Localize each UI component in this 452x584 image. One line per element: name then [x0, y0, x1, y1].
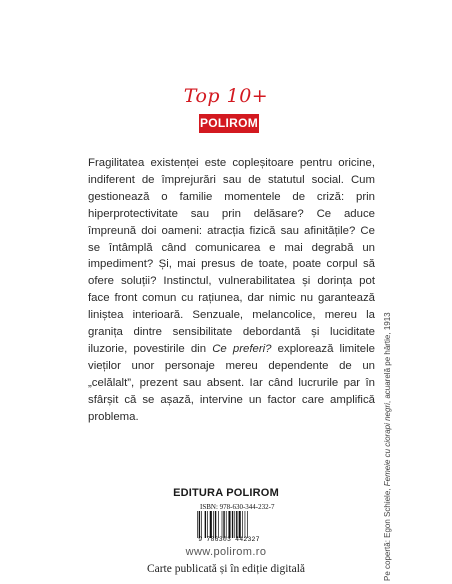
credit-suffix: , acuarelă pe hârtie, 1913	[383, 312, 392, 404]
isbn-label: ISBN: 978-630-344-232-7	[200, 503, 275, 511]
barcode-bar	[210, 511, 212, 538]
barcode-bar	[222, 511, 223, 538]
barcode-bar	[236, 511, 237, 538]
barcode-bar	[226, 511, 227, 538]
publisher-name: EDITURA POLIROM	[173, 487, 279, 499]
barcode-bar	[205, 511, 206, 538]
barcode-bar	[228, 511, 230, 538]
publisher-badge: POLIROM	[199, 114, 259, 133]
barcode-bar	[247, 511, 248, 538]
barcode-bar	[207, 511, 208, 538]
barcode-bar	[213, 511, 214, 538]
back-cover-blurb	[88, 155, 375, 426]
digital-edition-note: Carte publicată și în ediție digitală	[146, 563, 306, 575]
barcode-bar	[218, 511, 219, 538]
blurb-text-part2: explorează limitele vieților unor personaje mereu dependente de un „celălalt”, prezent sau absent. Iar când lucrurile par în sfârșit că se așază, intervine un factor care amplifică problema.	[88, 342, 375, 423]
publisher-website: www.polirom.ro	[185, 546, 267, 558]
barcode-bar	[199, 511, 200, 538]
barcode-bar	[239, 511, 241, 538]
barcode-bar	[215, 511, 216, 538]
barcode-number: 9 786303 442327	[198, 536, 260, 543]
barcode-bar	[234, 511, 235, 538]
blurb-book-title: Ce preferi?	[212, 342, 272, 355]
blurb-text-part1: Fragilitatea existenței este copleșitoare pentru oricine, indiferent de împrejurări sau de statutul social. Cum gestionează o familie momentele de criză: prin hiperprotectivitate sau prin delăsare? Ce aduce împreună doi oameni: atracția fizică sau afinitățile? Ce se întâmplă când comunicarea e mai degrabă un impediment? Și, mai presus de toate, poate corpul să ofere soluții? Instinctul, vulnerabilitatea și dorința pot face front comun cu rațiunea, dar nimic nu garantează liniștea interioară. Senzuale, melancolice, mereu la granița dintre sensibilitate debordantă și luciditate iluzorie, povestirile din	[88, 157, 375, 355]
credit-artwork-title: Femeie cu ciorapi negri	[383, 403, 392, 487]
cover-art-credit	[381, 281, 395, 581]
barcode-bar	[197, 511, 198, 538]
barcode-bar	[201, 511, 202, 538]
barcode-icon	[196, 511, 262, 538]
credit-prefix: Pe copertă: Egon Schiele,	[383, 486, 392, 581]
barcode-bar	[232, 511, 233, 538]
barcode-bar	[223, 511, 224, 538]
series-logo-top10: Top 10+	[183, 85, 269, 107]
barcode-bar	[245, 511, 246, 538]
barcode-bar	[242, 511, 243, 538]
